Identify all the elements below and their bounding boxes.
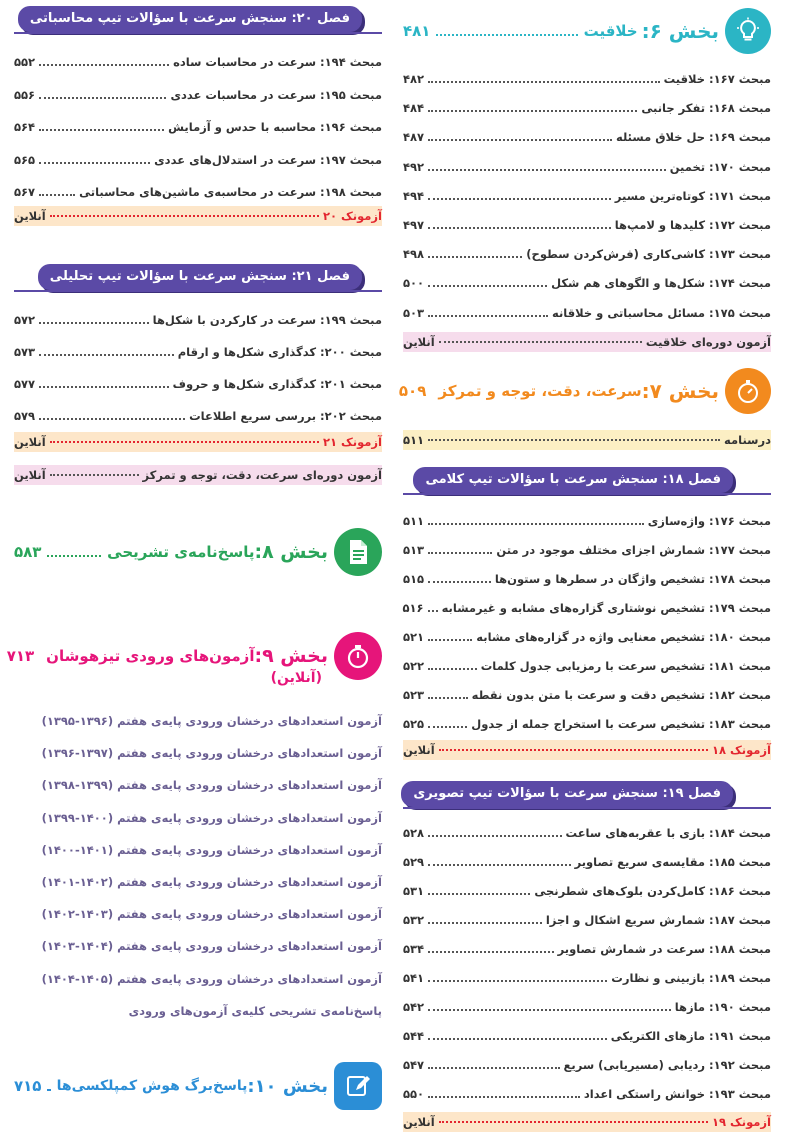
section9-subtitle: (آنلاین)	[270, 670, 322, 686]
topic-title: مبحث ۱۹۰: مازها	[674, 1000, 771, 1014]
entrance-exam-item[interactable]: آزمون استعدادهای درخشان ورودی پایه‌ی هفتم (۱۳۹۷-۱۳۹۶)	[41, 746, 382, 761]
toc-row[interactable]	[14, 339, 382, 359]
leader-dots	[428, 315, 548, 317]
page-number: آنلاین	[403, 1115, 435, 1129]
toc-row[interactable]	[403, 300, 771, 320]
page-number: ۵۵۲	[14, 55, 36, 69]
page-number: ۵۷۲	[14, 313, 36, 327]
toc-row[interactable]	[403, 1052, 771, 1072]
toc-row[interactable]	[403, 994, 771, 1014]
topic-title: آزمونک ۱۹	[711, 1115, 771, 1129]
leader-dots	[39, 386, 169, 388]
page-number: ۵۷۹	[14, 409, 36, 423]
leader-dots	[428, 1009, 671, 1011]
toc-row[interactable]	[403, 154, 771, 174]
leader-dots	[50, 441, 319, 443]
leader-dots	[428, 139, 612, 141]
section7-title: سرعت، دقت، توجه و تمرکز	[438, 382, 642, 400]
toc-row[interactable]	[14, 307, 382, 327]
page-number: ۵۷۷	[14, 377, 36, 391]
entrance-exam-item[interactable]: آزمون استعدادهای درخشان ورودی پایه‌ی هفتم (۱۴۰۰-۱۳۹۹)	[41, 810, 382, 825]
page-number: آنلاین	[14, 209, 46, 223]
toc-row[interactable]	[403, 537, 771, 557]
page-number: ۴۸۷	[403, 130, 425, 145]
leader-dots	[428, 1067, 559, 1069]
leader-dots	[439, 341, 642, 343]
entrance-exam-item[interactable]: پاسخ‌نامه‌ی تشریحی کلیه‌ی آزمون‌های ورودی	[128, 1003, 382, 1018]
topic-title: مبحث ۱۶۷: خلاقیت	[663, 72, 771, 86]
section7-intro-row[interactable]	[403, 430, 771, 450]
toc-row[interactable]	[403, 653, 771, 673]
chapter21-title: فصل ۲۱: سنجش سرعت با سؤالات تیپ تحلیلی	[38, 264, 362, 290]
exam-row[interactable]	[14, 206, 382, 226]
section8-header[interactable]	[14, 528, 382, 576]
page-number: ۵۷۳	[14, 345, 36, 359]
topic-title: مبحث ۱۸۸: سرعت در شمارش تصاویر	[557, 942, 771, 956]
page-number: ۵۶۵	[14, 152, 36, 167]
topic-title: آزمونک ۲۰	[322, 209, 382, 223]
topic-title: مبحث ۱۷۶: واژه‌سازی	[647, 514, 771, 528]
page-number: ۵۴۴	[403, 1029, 425, 1043]
page-number: آنلاین	[403, 743, 435, 757]
section6-label: بخش ۶:	[641, 19, 719, 43]
toc-row[interactable]	[14, 371, 382, 391]
leader-dots	[428, 1096, 580, 1098]
chapter21-header[interactable]	[14, 264, 382, 294]
leader-dots	[428, 81, 660, 83]
page-number: ۵۱۶	[402, 601, 424, 615]
page-number: آنلاین	[403, 335, 435, 349]
section10-label: بخش ۱۰:	[247, 1075, 328, 1097]
section10-page: ۷۱۵	[14, 1077, 42, 1095]
chapter19-underline	[403, 807, 771, 809]
section9-page: ۷۱۳	[6, 647, 35, 665]
chapter20-title: فصل ۲۰: سنجش سرعت با سؤالات تیپ محاسباتی	[18, 6, 362, 32]
toc-row[interactable]	[403, 270, 771, 290]
page-number: ۵۳۴	[403, 942, 425, 956]
entrance-exam-item[interactable]: آزمون استعدادهای درخشان ورودی پایه‌ی هفتم (۱۴۰۴-۱۴۰۳)	[41, 939, 382, 954]
page-number: ۵۲۵	[403, 717, 425, 731]
leader-dots	[39, 194, 75, 196]
toc-row[interactable]	[403, 1023, 771, 1043]
page-number: ۴۹۲	[403, 159, 425, 174]
section7-intro-title: درسنامه	[724, 433, 771, 447]
toc-row[interactable]	[403, 566, 771, 586]
leader-dots	[428, 110, 637, 112]
topic-title: مبحث ۱۹۷: سرعت در استدلال‌های عددی	[154, 152, 382, 167]
exam-row[interactable]	[14, 432, 382, 452]
topic-title: مبحث ۱۹۳: خوانش راستکی اعداد	[583, 1087, 771, 1101]
section7-label: بخش ۷:	[641, 379, 719, 403]
page-number: ۵۴۲	[403, 1000, 425, 1014]
topic-title: مبحث ۱۹۹: سرعت در کارکردن با شکل‌ها	[152, 313, 382, 327]
leader-dots	[428, 439, 720, 441]
toc-row[interactable]	[403, 241, 771, 261]
leader-dots	[39, 322, 149, 324]
topic-title: مبحث ۱۷۱: کوتاه‌ترین مسیر	[614, 188, 771, 203]
topic-title: مبحث ۱۷۴: شکل‌ها و الگوهای هم شکل	[551, 276, 771, 291]
lightbulb-icon	[725, 8, 771, 54]
leader-dots	[428, 285, 547, 287]
pencil-edit-icon	[334, 1062, 382, 1110]
leader-dots	[39, 129, 164, 131]
page-number: ۵۵۶	[14, 87, 36, 102]
leader-dots	[39, 97, 166, 99]
leader-dots	[428, 668, 477, 670]
section9-title: آزمون‌های ورودی تیزهوشان	[46, 647, 255, 665]
leader-dots	[439, 749, 708, 751]
leader-dots	[428, 639, 472, 641]
topic-title: مبحث ۲۰۱: کدگذاری شکل‌ها و حروف	[172, 377, 382, 391]
topic-title: مبحث ۲۰۰: کدگذاری شکل‌ها و ارقام	[177, 345, 382, 359]
chapter18-title: فصل ۱۸: سنجش سرعت با سؤالات تیپ کلامی	[413, 467, 733, 493]
page-number: ۵۶۴	[14, 120, 36, 134]
page-number: ۴۹۸	[403, 247, 425, 262]
page-number: ۵۳۱	[403, 884, 425, 898]
toc-row[interactable]	[14, 403, 382, 423]
topic-title: مبحث ۱۸۱: تشخیص سرعت با رمزیابی جدول کلمات	[480, 659, 771, 673]
page-number: ۵۰۳	[403, 305, 425, 320]
page-number: ۴۹۴	[403, 188, 425, 203]
section8-label: بخش ۸:	[254, 541, 328, 563]
section10-header[interactable]	[14, 1062, 382, 1110]
section8-title: پاسخ‌نامه‌ی تشریحی	[107, 543, 255, 561]
topic-title: مبحث ۱۷۳: کاشی‌کاری (فرش‌کردن سطوح)	[526, 247, 771, 262]
leader-dots	[39, 64, 169, 66]
leader-dots	[428, 523, 644, 525]
topic-title: مبحث ۱۷۸: تشخیص واژگان در سطرها و ستون‌ها	[494, 572, 771, 586]
section9-label: بخش ۹:	[254, 645, 328, 667]
leader-dots	[39, 354, 174, 356]
section8-page: ۵۸۳	[14, 543, 42, 561]
page-number: آنلاین	[14, 435, 46, 449]
stopwatch-icon	[725, 368, 771, 414]
leader-dots	[428, 835, 561, 837]
topic-title: مبحث ۱۸۵: مقایسه‌ی سریع تصاویر	[574, 855, 771, 869]
section10-leader	[47, 1089, 50, 1091]
leader-dots	[439, 1121, 708, 1123]
toc-row[interactable]	[403, 878, 771, 898]
entrance-exam-item[interactable]: آزمون استعدادهای درخشان ورودی پایه‌ی هفتم (۱۴۰۳-۱۴۰۲)	[41, 907, 382, 922]
exam-row[interactable]	[14, 465, 382, 485]
topic-title: مبحث ۱۹۶: محاسبه با حدس و آزمایش	[168, 120, 382, 134]
chapter19-title: فصل ۱۹: سنجش سرعت با سؤالات تیپ تصویری	[401, 781, 733, 807]
exam-row[interactable]	[403, 332, 771, 352]
page-number: ۵۵۰	[403, 1087, 425, 1101]
toc-row[interactable]	[403, 66, 771, 86]
topic-title: مبحث ۱۸۷: شمارش سریع اشکال و اجزا	[545, 913, 771, 927]
page-number: ۵۲۳	[403, 688, 425, 702]
leader-dots	[50, 474, 139, 476]
page-number: ۵۲۱	[403, 630, 425, 644]
toc-row[interactable]	[403, 682, 771, 702]
toc-row[interactable]	[403, 212, 771, 232]
topic-title: مبحث ۱۶۸: تفکر جانبی	[641, 101, 771, 116]
topic-title: مبحث ۱۸۶: کامل‌کردن بلوک‌های شطرنجی	[534, 884, 771, 898]
chapter19-header[interactable]	[403, 781, 771, 811]
leader-dots	[50, 215, 319, 217]
toc-row[interactable]	[403, 508, 771, 528]
page-number: ۴۹۷	[403, 218, 425, 232]
section6-leader	[436, 34, 577, 36]
leader-dots	[428, 552, 492, 554]
toc-row[interactable]	[403, 124, 771, 144]
toc-row[interactable]	[403, 1081, 771, 1101]
leader-dots	[428, 922, 542, 924]
chapter18-underline	[403, 493, 771, 495]
toc-row[interactable]	[403, 907, 771, 927]
leader-dots	[428, 227, 611, 229]
toc-row[interactable]	[403, 820, 771, 840]
leader-dots	[428, 610, 438, 612]
exam-row[interactable]	[403, 740, 771, 760]
page-number: ۵۳۲	[403, 913, 425, 927]
topic-title: مبحث ۱۷۵: مسائل محاسباتی و خلاقانه	[552, 305, 771, 320]
topic-title: مبحث ۱۹۴: سرعت در محاسبات ساده	[173, 55, 382, 69]
chapter18-header[interactable]	[403, 467, 771, 497]
entrance-exam-item[interactable]: آزمون استعدادهای درخشان ورودی پایه‌ی هفتم (۱۴۰۲-۱۴۰۱)	[41, 875, 382, 889]
toc-row[interactable]	[14, 179, 382, 199]
leader-dots	[39, 162, 150, 164]
leader-dots	[428, 581, 491, 583]
topic-title: مبحث ۲۰۲: بررسی سریع اطلاعات	[189, 409, 382, 423]
leader-dots	[428, 697, 468, 699]
toc-row[interactable]	[14, 49, 382, 69]
topic-title: مبحث ۱۷۲: کلیدها و لامپ‌ها	[614, 218, 771, 232]
leader-dots	[428, 864, 571, 866]
topic-title: آزمونک ۲۱	[322, 435, 382, 449]
page-number: ۵۱۳	[403, 543, 425, 557]
topic-title: مبحث ۱۸۹: بازبینی و نظارت	[611, 971, 771, 985]
toc-row[interactable]	[14, 82, 382, 102]
toc-row[interactable]	[403, 936, 771, 956]
toc-row[interactable]	[403, 965, 771, 985]
leader-dots	[428, 169, 666, 171]
section6-header[interactable]	[403, 8, 771, 54]
section10-title: پاسخ‌برگ هوش کمپلکسی‌ها	[56, 1078, 248, 1094]
leader-dots	[428, 951, 554, 953]
page-number: ۴۸۲	[403, 72, 425, 86]
page-number: ۵۶۷	[14, 185, 36, 199]
chapter20-header[interactable]	[14, 6, 382, 36]
chapter20-underline	[14, 32, 382, 34]
section6-title: خلاقیت	[583, 22, 638, 40]
toc-row[interactable]	[403, 595, 771, 615]
toc-row[interactable]	[403, 849, 771, 869]
topic-title: مبحث ۱۹۲: ردیابی (مسیریابی) سریع	[563, 1058, 771, 1072]
leader-dots	[428, 893, 530, 895]
page-number: ۵۴۷	[403, 1058, 425, 1072]
section6-page: ۴۸۱	[403, 22, 431, 40]
topic-title: مبحث ۱۸۰: تشخیص معنایی واژه در گزاره‌های مشابه	[476, 630, 771, 644]
topic-title: مبحث ۱۸۴: بازی با عقربه‌های ساعت	[565, 826, 771, 840]
page-number: ۵۱۱	[403, 514, 425, 528]
topic-title: مبحث ۱۸۳: تشخیص سرعت با استخراج جمله از جدول	[471, 717, 771, 731]
topic-title: مبحث ۱۸۲: تشخیص دقت و سرعت با متن بدون نقطه	[471, 688, 771, 702]
page-number: ۵۲۸	[403, 826, 425, 840]
leader-dots	[428, 726, 467, 728]
document-icon	[334, 528, 382, 576]
topic-title: مبحث ۱۷۷: شمارش اجزای مختلف موجود در متن	[496, 543, 771, 557]
topic-title: آزمونک ۱۸	[711, 743, 771, 757]
toc-row[interactable]	[403, 183, 771, 203]
section9-header[interactable]	[6, 632, 382, 680]
leader-dots	[428, 256, 522, 258]
topic-title: آزمون دوره‌ای سرعت، دقت، توجه و تمرکز	[142, 468, 382, 482]
toc-row[interactable]	[403, 711, 771, 731]
leader-dots	[39, 418, 185, 420]
entrance-exam-item[interactable]: آزمون استعدادهای درخشان ورودی پایه‌ی هفتم (۱۴۰۱-۱۴۰۰)	[41, 842, 382, 857]
topic-title: آزمون دوره‌ای خلاقیت	[645, 335, 771, 349]
page-number: ۵۴۱	[403, 971, 425, 985]
page-number: آنلاین	[14, 468, 46, 482]
entrance-exam-item[interactable]: آزمون استعدادهای درخشان ورودی پایه‌ی هفتم (۱۳۹۶-۱۳۹۵)	[41, 714, 382, 728]
section8-leader	[47, 555, 101, 557]
section7-header[interactable]	[398, 368, 771, 414]
page-number: ۴۸۴	[403, 101, 425, 116]
leader-dots	[428, 1038, 607, 1040]
chapter21-underline	[14, 290, 382, 292]
toc-row[interactable]	[14, 147, 382, 167]
page-number: ۵۰۰	[403, 276, 425, 291]
topic-title: مبحث ۱۷۹: تشخیص نوشتاری گزاره‌های مشابه و غیرمشابه	[441, 601, 771, 615]
leader-dots	[428, 198, 611, 200]
topic-title: مبحث ۱۹۵: سرعت در محاسبات عددی	[170, 87, 382, 102]
toc-row[interactable]	[403, 95, 771, 115]
exam-row[interactable]	[403, 1112, 771, 1132]
topic-title: مبحث ۱۹۱: مازهای الکتریکی	[610, 1029, 771, 1043]
page-number: ۵۱۵	[403, 572, 425, 586]
section7-intro-page: ۵۱۱	[403, 433, 425, 447]
toc-row[interactable]	[403, 624, 771, 644]
timer-icon	[334, 632, 382, 680]
entrance-exam-item[interactable]: آزمون استعدادهای درخشان ورودی پایه‌ی هفتم (۱۳۹۹-۱۳۹۸)	[41, 778, 382, 793]
leader-dots	[428, 980, 607, 982]
section7-page: ۵۰۹	[398, 382, 427, 400]
topic-title: مبحث ۱۷۰: تخمین	[669, 159, 771, 174]
topic-title: مبحث ۱۶۹: حل خلاق مسئله	[616, 130, 771, 145]
page-number: ۵۲۹	[403, 855, 425, 869]
entrance-exam-item[interactable]: آزمون استعدادهای درخشان ورودی پایه‌ی هفتم (۱۴۰۵-۱۴۰۴)	[41, 971, 382, 986]
topic-title: مبحث ۱۹۸: سرعت در محاسبه‌ی ماشین‌های محاسباتی	[79, 185, 382, 199]
page-number: ۵۲۲	[403, 659, 425, 673]
toc-row[interactable]	[14, 114, 382, 134]
